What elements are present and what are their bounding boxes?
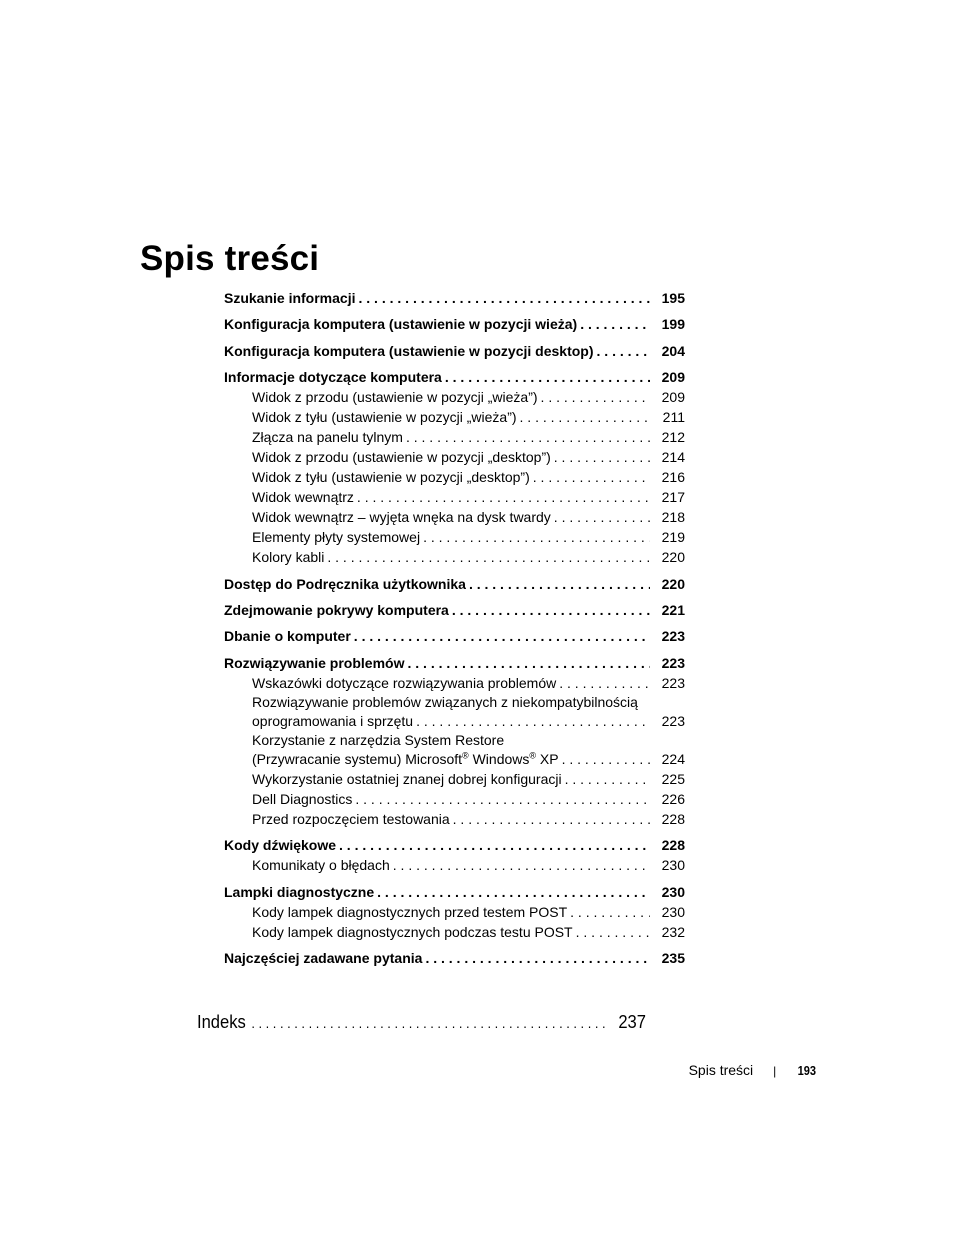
toc-entry-label: Przed rozpoczęciem testowania — [252, 810, 450, 827]
dot-leader — [533, 467, 650, 487]
dot-leader — [358, 288, 650, 308]
toc-entry-label: Dell Diagnostics — [252, 790, 353, 807]
toc-entry-label: Komunikaty o błędach — [252, 857, 390, 874]
dot-leader — [406, 427, 650, 447]
toc-entry[interactable] — [224, 341, 685, 361]
toc-entry-page: 218 — [661, 509, 685, 526]
toc-entry-label: Zdejmowanie pokrywy komputera — [224, 601, 449, 618]
toc-entry-page: 223 — [661, 712, 685, 729]
dot-leader — [541, 387, 650, 407]
toc-entry-page: 212 — [661, 429, 685, 446]
dot-leader — [559, 673, 650, 693]
toc-entry-page: 230 — [661, 883, 685, 900]
toc-entry-page: 221 — [661, 601, 685, 618]
toc-entry-label-continued — [252, 749, 559, 769]
toc-entry-label: Kody lampek diagnostycznych przed testem POST — [252, 903, 568, 920]
toc-entry[interactable] — [224, 948, 685, 968]
toc-entry-page: 211 — [662, 409, 685, 426]
dot-leader — [453, 809, 650, 829]
dot-leader — [520, 407, 650, 427]
dot-leader — [393, 855, 650, 875]
toc-subentry[interactable] — [224, 902, 685, 922]
index-page: 237 — [618, 1012, 646, 1032]
toc-entry[interactable] — [224, 653, 685, 673]
toc-entry-page: 230 — [661, 857, 685, 874]
registered-mark: ® — [462, 750, 469, 761]
toc-entry-label: Widok z przodu (ustawienie w pozycji „wieża”) — [252, 389, 538, 406]
toc-entry-page: 204 — [661, 342, 685, 359]
dot-leader — [339, 835, 650, 855]
toc-entry-page: 195 — [661, 290, 685, 306]
toc-entry-label: Rozwiązywanie problemów — [224, 654, 405, 671]
dot-leader — [469, 574, 650, 594]
toc-entry-label: Wskazówki dotyczące rozwiązywania problemów — [252, 674, 557, 691]
toc-entry-label: Widok z tyłu (ustawienie w pozycji „desktop”) — [252, 469, 530, 486]
index-entry[interactable] — [197, 1012, 646, 1033]
toc-entry-label: Elementy płyty systemowej — [252, 529, 421, 546]
toc-subentry[interactable] — [224, 855, 685, 875]
toc-entry-page: 232 — [661, 923, 685, 940]
toc-entry-label: Kody dźwiękowe — [224, 837, 337, 854]
toc-entry-label: Konfiguracja komputera (ustawienie w pozycji wieża) — [224, 316, 578, 333]
toc-entry-label: Szukanie informacji — [224, 290, 356, 306]
dot-leader — [407, 653, 650, 673]
toc-entry-page: 225 — [661, 770, 685, 787]
dot-leader — [251, 1015, 609, 1031]
footer-section-title: Spis treści — [688, 1062, 754, 1078]
toc-entry-page: 219 — [661, 529, 685, 546]
toc-entry-page: 223 — [661, 674, 685, 691]
toc-entry-label: Informacje dotyczące komputera — [224, 369, 442, 386]
toc-entry-label: Korzystanie z narzędzia System Restore — [252, 731, 505, 748]
toc-entry-page: 235 — [661, 949, 685, 966]
dot-leader — [425, 948, 650, 968]
toc-subentry[interactable] — [224, 789, 685, 809]
toc-entry-page: 217 — [661, 489, 685, 506]
toc-entry-page: 223 — [661, 628, 685, 645]
toc-subentry[interactable] — [224, 693, 685, 731]
toc-entry-label: Najczęściej zadawane pytania — [224, 949, 423, 966]
label-part: XP — [536, 750, 559, 767]
toc-subentry[interactable] — [224, 387, 685, 407]
toc-entry[interactable] — [224, 626, 685, 646]
toc-entry[interactable] — [224, 882, 685, 902]
toc-entry[interactable] — [224, 835, 685, 855]
label-part: Windows — [468, 750, 530, 767]
toc-subentry[interactable] — [224, 487, 685, 507]
toc-entry[interactable] — [224, 600, 685, 620]
toc-subentry[interactable] — [224, 809, 685, 829]
toc-subentry[interactable] — [224, 769, 685, 789]
registered-mark: ® — [529, 750, 537, 761]
toc-entry-label: Konfiguracja komputera (ustawienie w pozycji desktop) — [224, 342, 594, 359]
dot-leader — [554, 507, 650, 527]
dot-leader — [565, 769, 650, 789]
toc-entry-label: Dostęp do Podręcznika użytkownika — [224, 575, 466, 592]
dot-leader — [580, 314, 650, 334]
dot-leader — [357, 487, 650, 507]
toc-entry-label: Widok wewnątrz — [252, 489, 354, 506]
toc-entry-page: 226 — [661, 790, 685, 807]
label-part: (Przywracanie systemu) Microsoft — [252, 750, 463, 767]
footer-separator: | — [773, 1064, 777, 1078]
index-label: Indeks — [197, 1012, 246, 1032]
toc-entry-page: 228 — [661, 837, 685, 854]
toc-entry-label: Widok wewnątrz – wyjęta wnęka na dysk twardy — [252, 509, 551, 526]
toc-entry-label: Rozwiązywanie problemów związanych z niekompatybilnością — [252, 693, 638, 710]
toc-entry-page: 228 — [661, 810, 685, 827]
dot-leader — [327, 547, 650, 567]
toc-entry-label: Widok z tyłu (ustawienie w pozycji „wieża”) — [252, 409, 517, 426]
toc-subentry[interactable] — [224, 731, 685, 769]
toc-entry-label: Lampki diagnostyczne — [224, 883, 375, 900]
dot-leader — [423, 527, 650, 547]
toc-entry-page: 199 — [661, 316, 685, 333]
page-title: Spis treści — [140, 239, 320, 279]
toc-entry-page: 214 — [661, 449, 685, 466]
toc-entry-label: Widok z przodu (ustawienie w pozycji „desktop”) — [252, 449, 551, 466]
dot-leader — [562, 749, 650, 769]
page-footer — [689, 1062, 818, 1078]
toc-entry-label: Kody lampek diagnostycznych podczas testu POST — [252, 923, 573, 940]
dot-leader — [597, 341, 650, 361]
toc-entry-label: Wykorzystanie ostatniej znanej dobrej konfiguracji — [252, 770, 562, 787]
toc-entry-page: 223 — [661, 654, 685, 671]
toc-entry-label: Dbanie o komputer — [224, 628, 351, 645]
toc-entry-label-continued: oprogramowania i sprzętu — [252, 712, 414, 729]
dot-leader — [377, 882, 650, 902]
toc-entry[interactable] — [224, 574, 685, 594]
toc-subentry[interactable] — [224, 467, 685, 487]
toc-entry[interactable] — [224, 367, 685, 387]
page-number: 193 — [797, 1063, 817, 1078]
table-of-contents — [224, 288, 685, 968]
dot-leader — [576, 922, 650, 942]
toc-entry-page: 220 — [661, 575, 685, 592]
dot-leader — [570, 902, 650, 922]
toc-entry-page: 220 — [661, 549, 685, 566]
toc-entry-page: 230 — [661, 903, 685, 920]
toc-subentry[interactable] — [224, 673, 685, 693]
dot-leader — [354, 626, 650, 646]
toc-subentry[interactable] — [224, 527, 685, 547]
dot-leader — [554, 447, 650, 467]
dot-leader — [416, 711, 650, 731]
toc-entry-label: Kolory kabli — [252, 549, 325, 566]
toc-entry[interactable] — [224, 288, 685, 308]
toc-entry-page: 209 — [661, 369, 685, 386]
toc-subentry[interactable] — [224, 427, 685, 447]
toc-subentry[interactable] — [224, 922, 685, 942]
toc-entry[interactable] — [224, 314, 685, 334]
toc-entry-page: 224 — [661, 750, 685, 767]
dot-leader — [445, 367, 650, 387]
toc-entry-page: 209 — [661, 389, 685, 406]
toc-entry-page: 216 — [661, 469, 685, 486]
dot-leader — [452, 600, 650, 620]
dot-leader — [355, 789, 650, 809]
toc-entry-label: Złącza na panelu tylnym — [252, 429, 403, 446]
toc-subentry[interactable] — [224, 547, 685, 567]
toc-subentry[interactable] — [224, 407, 685, 427]
toc-subentry[interactable] — [224, 447, 685, 467]
toc-subentry[interactable] — [224, 507, 685, 527]
